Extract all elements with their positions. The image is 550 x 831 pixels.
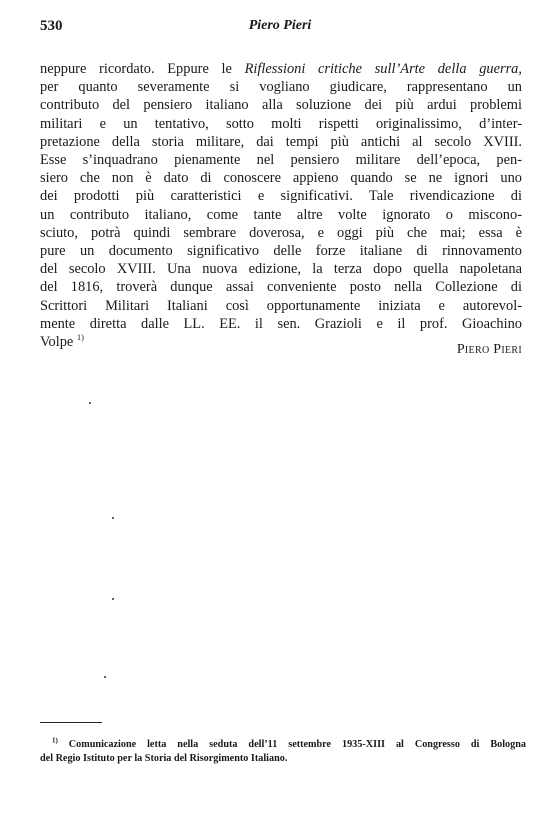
work-title: Riflessioni critiche sull’Arte della guerra <box>244 61 519 77</box>
page-number: 530 <box>40 18 63 34</box>
body-line: del 1816, troverà dunque assai conveniente posto nella Collezione di <box>40 279 522 296</box>
print-speck <box>112 517 114 519</box>
body-line: del secolo XVIII. Una nuova edizione, la terza dopo quella napoletana <box>40 261 522 278</box>
body-line: dei prodotti più caratteristici e significativi. Tale rivendicazione di <box>40 188 522 205</box>
running-head: Piero Pieri <box>248 18 312 33</box>
print-speck <box>112 598 114 600</box>
footnote-reference[interactable]: 1) <box>76 333 85 343</box>
body-line: militari e un tentativo, sotto molti rispetti originalissimo, d’inter- <box>40 115 522 132</box>
body-line: mente diretta dalle LL. EE. il sen. Grazioli e il prof. Gioachino <box>40 315 522 332</box>
body-line: sciuto, potrà quindi sembrare doverosa, e oggi più che mai; essa è <box>40 224 522 241</box>
body-line: pure un documento significativo delle forze italiane di rinnovamento <box>40 243 522 260</box>
body-line: un contributo italiano, come tante altre volte ignorato o misconο- <box>40 206 522 223</box>
page-header <box>40 18 520 40</box>
footnote-line: $^{1)}$ Comunicazione letta nella seduta dell’11 settembre 1935-XIII al Congresso di Bologna <box>52 736 526 750</box>
body-line: pretazione della storia militare, dai tempi più antichi al secolo XVIII. <box>40 133 522 150</box>
footnote-line: del Regio Istituto per la Storia del Risorgimento Italiano. <box>40 753 288 764</box>
body-line: Esse s’inquadrano pienamente nel pensiero militare dell’epoca, pen- <box>40 152 522 169</box>
footnote <box>40 738 526 766</box>
body-line: Scrittori Militari Italiani così opportunamente iniziata e autorevol- <box>40 297 522 314</box>
print-speck <box>104 676 106 678</box>
footnote-number: 1) <box>52 736 58 745</box>
body-line: Volpe $^{1)}$ <box>40 333 85 351</box>
footnote-separator <box>40 722 102 723</box>
body-line: per quanto severamente si vogliano giudicare, rappresentano un <box>40 79 522 96</box>
print-speck <box>89 402 91 404</box>
body-line: neppure ricordato. Eppure le Riflessioni critiche sull’Arte della guerra, <box>40 61 522 77</box>
signature-text: Piero Pieri <box>456 342 522 357</box>
author-signature <box>457 342 522 358</box>
body-paragraph <box>40 60 522 351</box>
body-line: contributo del pensiero italiano alla soluzione dei più ardui problemi <box>40 97 522 114</box>
body-line: siero che non è dato di conoscere appieno quando se ne ignori uno <box>40 170 522 187</box>
